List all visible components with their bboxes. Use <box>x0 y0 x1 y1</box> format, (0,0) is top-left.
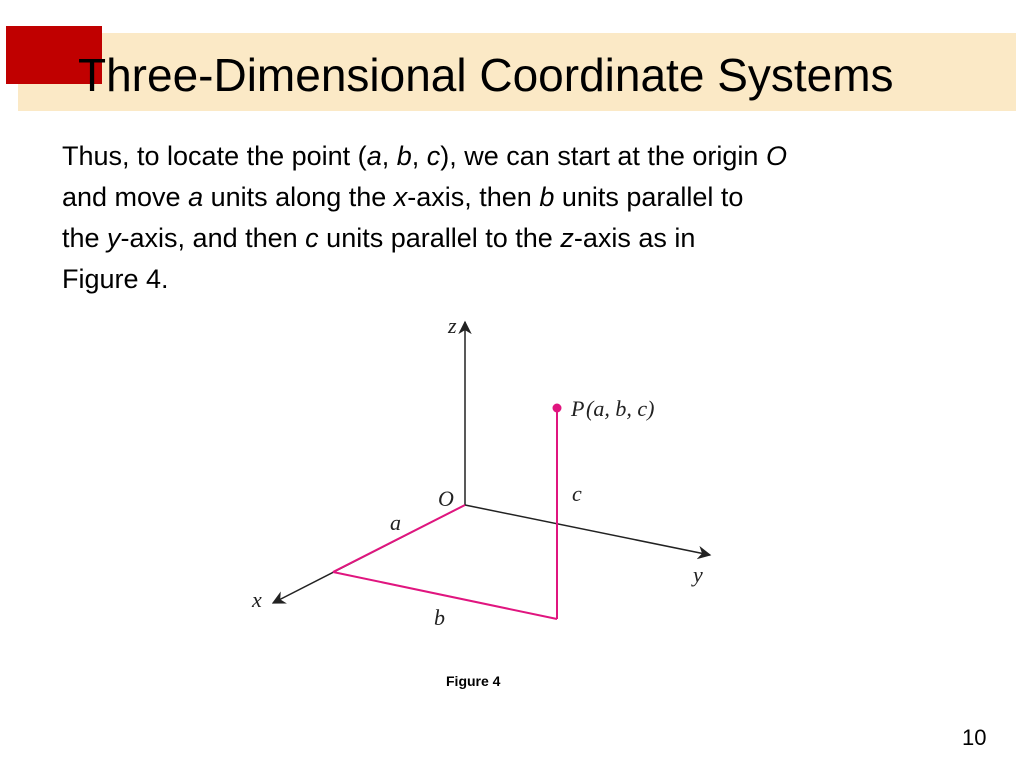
math-variable: y <box>107 223 121 253</box>
text-run: the <box>62 223 108 253</box>
text-run: -axis as in <box>573 223 696 253</box>
math-variable: b <box>396 141 412 171</box>
text-run: Figure 4. <box>62 264 169 294</box>
math-variable: O <box>765 141 787 171</box>
text-run: and move <box>62 182 189 212</box>
math-variable: c <box>305 223 319 253</box>
text-run: , <box>381 141 397 171</box>
math-variable: b <box>539 182 555 212</box>
slide-title: Three-Dimensional Coordinate Systems <box>78 49 894 101</box>
text-run: -axis, and then <box>120 223 306 253</box>
text-run: , <box>411 141 427 171</box>
math-variable: c <box>426 141 441 171</box>
segment-c-label: c <box>572 481 582 506</box>
y-axis-label: y <box>693 562 703 587</box>
figure-caption: Figure 4 <box>446 673 501 689</box>
segment-b <box>333 572 557 619</box>
text-run: units along the <box>203 182 394 212</box>
page-number: 10 <box>962 725 987 750</box>
y-axis <box>465 505 710 555</box>
point-p-coords: (a, b, c) <box>586 396 655 421</box>
text-run: -axis, then <box>407 182 540 212</box>
text-run: units parallel to <box>554 182 744 212</box>
math-variable: z <box>560 223 574 253</box>
point-p-label: P <box>571 396 585 421</box>
segment-b-label: b <box>434 605 445 630</box>
math-variable: x <box>393 182 408 212</box>
text-run: Thus, to locate the point ( <box>62 141 367 171</box>
text-run: ), we can start at the origin <box>440 141 766 171</box>
math-variable: a <box>188 182 204 212</box>
math-variable: a <box>366 141 382 171</box>
point-p-dot <box>553 404 562 413</box>
origin-label: O <box>438 486 454 511</box>
text-run: units parallel to the <box>318 223 561 253</box>
x-axis-label: x <box>252 587 262 612</box>
segment-a-label: a <box>390 510 401 535</box>
z-axis-label: z <box>448 313 457 338</box>
